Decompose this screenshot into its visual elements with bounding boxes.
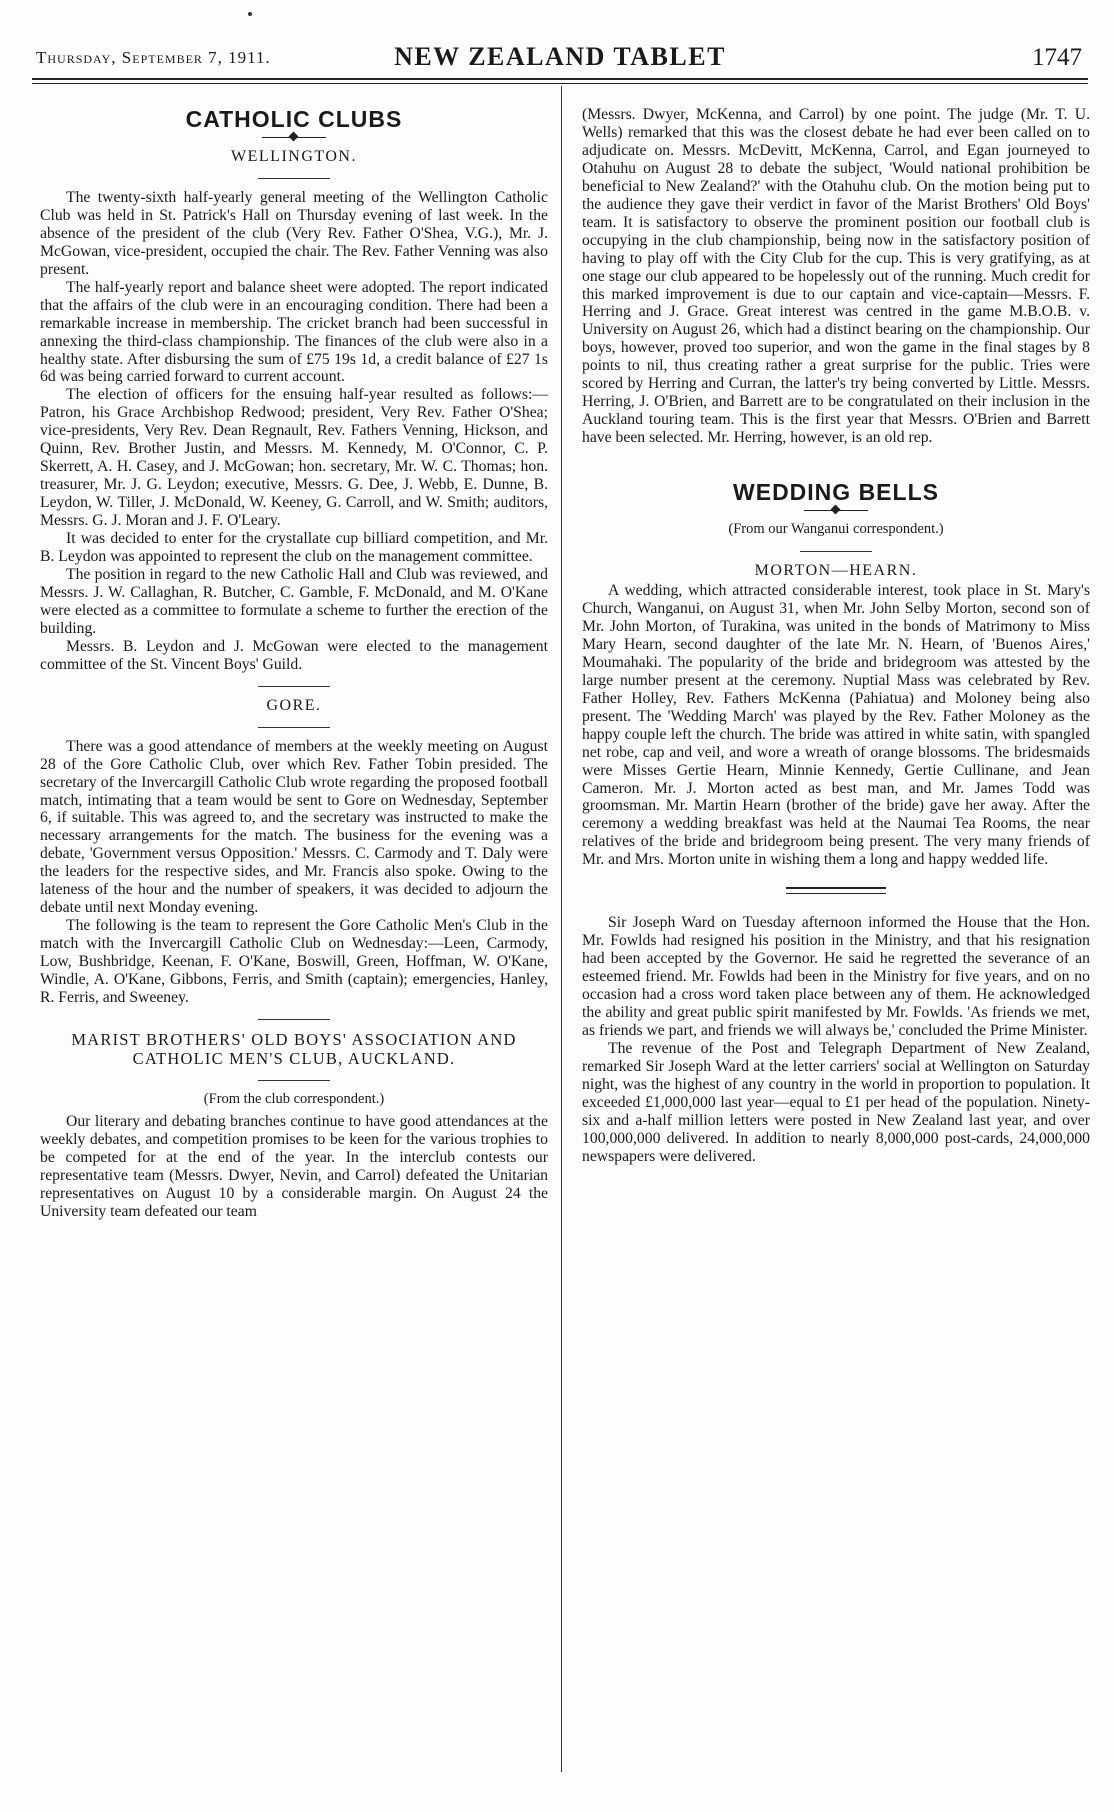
divider	[800, 551, 872, 552]
column-divider	[561, 86, 562, 1772]
wedding-source-note: (From our Wanganui correspondent.)	[728, 521, 944, 538]
print-speck	[248, 12, 252, 16]
heading-gore: GORE.	[266, 696, 322, 714]
news-paragraph: The revenue of the Post and Telegraph Department of New Zealand, remarked Sir Joseph Ward at the letter carriers' social at Wellington on Saturday night, was the highest of any country in the world in proportion to population. It exceeded £1,000,000 last year—equal to £1 per head of the population. Ninety-six and a-half million letters were posted in New Zealand last year, and over 100,000,000 delivered. In addition to nearly 8,000,000 post-cards, 24,000,000 newspapers were delivered.	[582, 1039, 1090, 1165]
divider	[258, 1080, 330, 1081]
left-column	[40, 100, 548, 1221]
newspaper-title: NEW ZEALAND TABLET	[394, 42, 726, 71]
divider	[258, 686, 330, 687]
marist-paragraph-continued: (Messrs. Dwyer, McKenna, and Carrol) by one point. The judge (Mr. T. U. Wells) remarked that this was the closest debate he had ever been called on to adjudicate on. Messrs. McDevitt, McKenna, Carrol, and Egan journeyed to Otahuhu on August 28 to debate the subject, 'Would national prohibition be beneficial to New Zealand?' with the Otahuhu club. On the motion being put to the audience they gave their verdict in favor of the Marist Brothers' Old Boys' team. It is satisfactory to observe the prominent position our football club is occupying in the club championship, being now in the satisfactory position of having to play off with the City Club for the cup. This is very gratifying, as at one stage our club appeared to be hopelessly out of the running. Much credit for this marked improvement is due to our captain and vice-captain—Messrs. F. Herring and J. Grace. Great interest was centred in the game M.B.O.B. v. University on August 26, which had a distinct bearing on the championship. Our boys, however, proved too superior, and won the game in the final stages by 8 points to nil, thus creating rather a great surprise for the public. Tries were scored by Herring and Curran, the latter's try being converted by Little. Messrs. Herring, J. O'Brien, and Barrett are to be congratulated on their inclusion in the Auckland touring team. This is the first year that Messrs. O'Brien and Barrett have been selected. Mr. Herring, however, is an old rep.	[582, 106, 1090, 447]
section-title-wedding-bells: WEDDING BELLS	[733, 479, 939, 506]
masthead-rule-thin	[32, 83, 1088, 84]
wellington-paragraph: The twenty-sixth half-yearly general meeting of the Wellington Catholic Club was held in St. Patrick's Hall on Thursday evening of last week. In the absence of the president of the club (Very Rev. Father O'Shea, V.G.), Mr. J. McGowan, vice-president, occupied the chair. The Rev. Father Venning was also present.	[40, 188, 548, 278]
wellington-paragraph: The half-yearly report and balance sheet were adopted. The report indicated that the affairs of the club were in an encouraging condition. There had been a remarkable increase in membership. The cricket branch had been successful in annexing the third-class championship. The finances of the club were also in a healthy state. After disbursing the sum of £75 19s 1d, a credit balance of £27 1s 6d was being carried forward to current account.	[40, 278, 548, 386]
right-column	[582, 106, 1090, 1166]
heading-wellington: WELLINGTON.	[231, 148, 357, 165]
marist-source-note: (From the club correspondent.)	[203, 1090, 385, 1107]
divider	[258, 1019, 330, 1020]
heading-marist-brothers: MARIST BROTHERS' OLD BOYS' ASSOCIATION AND CATHOLIC MEN'S CLUB, AUCKLAND.	[71, 1029, 517, 1068]
gore-paragraph: The following is the team to represent the Gore Catholic Men's Club in the match with the Invercargill Catholic Club on Wednesday:—Leen, Carmody, Low, Bushbridge, Keenan, F. O'Kane, Boswill, Green, Hoffman, W. O'Kane, Windle, A. O'Kane, Gibbons, Ferris, and Smith (captain); emergencies, Hanley, R. Ferris, and Sweeney.	[40, 917, 548, 1006]
double-divider	[786, 887, 886, 894]
ornament-divider	[804, 505, 868, 517]
wellington-paragraph: The position in regard to the new Catholic Hall and Club was reviewed, and Messrs. J. W. Callaghan, R. Butcher, C. Gamble, F. McDonald, and M. O'Kane were elected as a committee to formulate a scheme to further the erection of the building.	[40, 565, 548, 637]
news-paragraph: Sir Joseph Ward on Tuesday afternoon informed the House that the Hon. Mr. Fowlds had resigned his position in the Ministry, and that his resignation had been accepted by the Governor. He said he regretted the severance of an esteemed friend. Mr. Fowlds had been in the Ministry for five years, and on no occasion had a cross word taken place between any of them. He acknowledged the ability and great public spirit manifested by Mr. Fowlds. 'As friends we met, as friends we part, and friends we will always be,' concluded the Prime Minister.	[582, 914, 1090, 1039]
divider	[258, 178, 330, 179]
ornament-divider	[262, 132, 326, 144]
wellington-paragraph: It was decided to enter for the crystallate cup billiard competition, and Mr. B. Leydon was appointed to represent the club on the management committee.	[40, 530, 548, 566]
wellington-paragraph: The election of officers for the ensuing half-year resulted as follows:—Patron, his Grace Archbishop Redwood; president, Very Rev. Father O'Shea; vice-presidents, Very Rev. Dean Regnault, Rev. Fathers Venning, Hickson, and Quinn, Rev. Brother Justin, and Messrs. M. Kennedy, M. O'Connor, C. P. Skerrett, A. H. Casey, and J. McGowan; hon. secretary, Mr. W. C. Thomas; hon. treasurer, Mr. J. G. Leydon; executive, Messrs. G. Dee, J. Webb, E. Dunne, B. Leydon, W. Tiller, J. McDonald, W. Keeney, G. Carroll, and W. Smith; auditors, Messrs. G. J. Moran and J. F. O'Leary.	[40, 386, 548, 530]
issue-date: Thursday, September 7, 1911.	[36, 48, 271, 67]
divider	[258, 727, 330, 728]
marist-paragraph: Our literary and debating branches continue to have good attendances at the weekly debates, and competition promises to be keen for the various trophies to be competed for at the end of the year. In the interclub contests our representative team (Messrs. Dwyer, Nevin, and Carrol) defeated the Unitarian representatives on August 10 by a considerable margin. On August 24 the University team defeated our team	[40, 1112, 548, 1220]
masthead	[32, 40, 1088, 78]
masthead-rule	[32, 78, 1088, 80]
page-number: 1747	[1032, 44, 1082, 71]
wedding-paragraph: A wedding, which attracted considerable interest, took place in St. Mary's Church, Wanganui, on August 31, when Mr. John Selby Morton, second son of Mr. John Morton, of Turakina, was united in the bonds of Matrimony to Miss Mary Hearn, second daughter of the late Mr. N. Hearn, of 'Buenos Aires,' Moumahaki. The popularity of the bride and bridegroom was attested by the large number present at the ceremony. Nuptial Mass was celebrated by Rev. Father Holley, Rev. Fathers McKenna (Pahiatua) and Moloney being also present. The 'Wedding March' was played by the Rev. Father Moloney as the happy couple left the church. The bride was attired in white satin, with spangled net robe, cap and veil, and wore a wreath of orange blossoms. The bridesmaids were Misses Gertie Hearn, Minnie Kennedy, Gertie Cullinane, and Jean Cameron. Mr. J. Morton acted as best man, and Mr. James Todd was groomsman. Mr. Martin Hearn (brother of the bride) gave her away. After the ceremony a wedding breakfast was held at the Naumai Tea Rooms, the near relatives of the bride and bridegroom being present. The very many friends of Mr. and Mrs. Morton unite in wishing them a long and happy wedded life.	[582, 582, 1090, 869]
heading-morton-hearn: MORTON—HEARN.	[754, 562, 918, 580]
gore-paragraph: There was a good attendance of members at the weekly meeting on August 28 of the Gore Catholic Club, over which Rev. Father Tobin presided. The secretary of the Invercargill Catholic Club wrote regarding the proposed football match, intimating that a team would be sent to Gore on Wednesday, September 6, if suitable. This was agreed to, and the secretary was instructed to make the necessary arrangements for the match. The business for the evening was a debate, 'Government versus Opposition.' Messrs. C. Carmody and T. Daly were the leaders for the respective sides, and Mr. Francis also spoke. Owing to the lateness of the hour and the number of speakers, it was decided to adjourn the debate until next Monday evening.	[40, 737, 548, 917]
section-title-catholic-clubs: CATHOLIC CLUBS	[185, 106, 403, 132]
wellington-paragraph: Messrs. B. Leydon and J. McGowan were elected to the management committee of the St. Vincent Boys' Guild.	[40, 637, 548, 673]
